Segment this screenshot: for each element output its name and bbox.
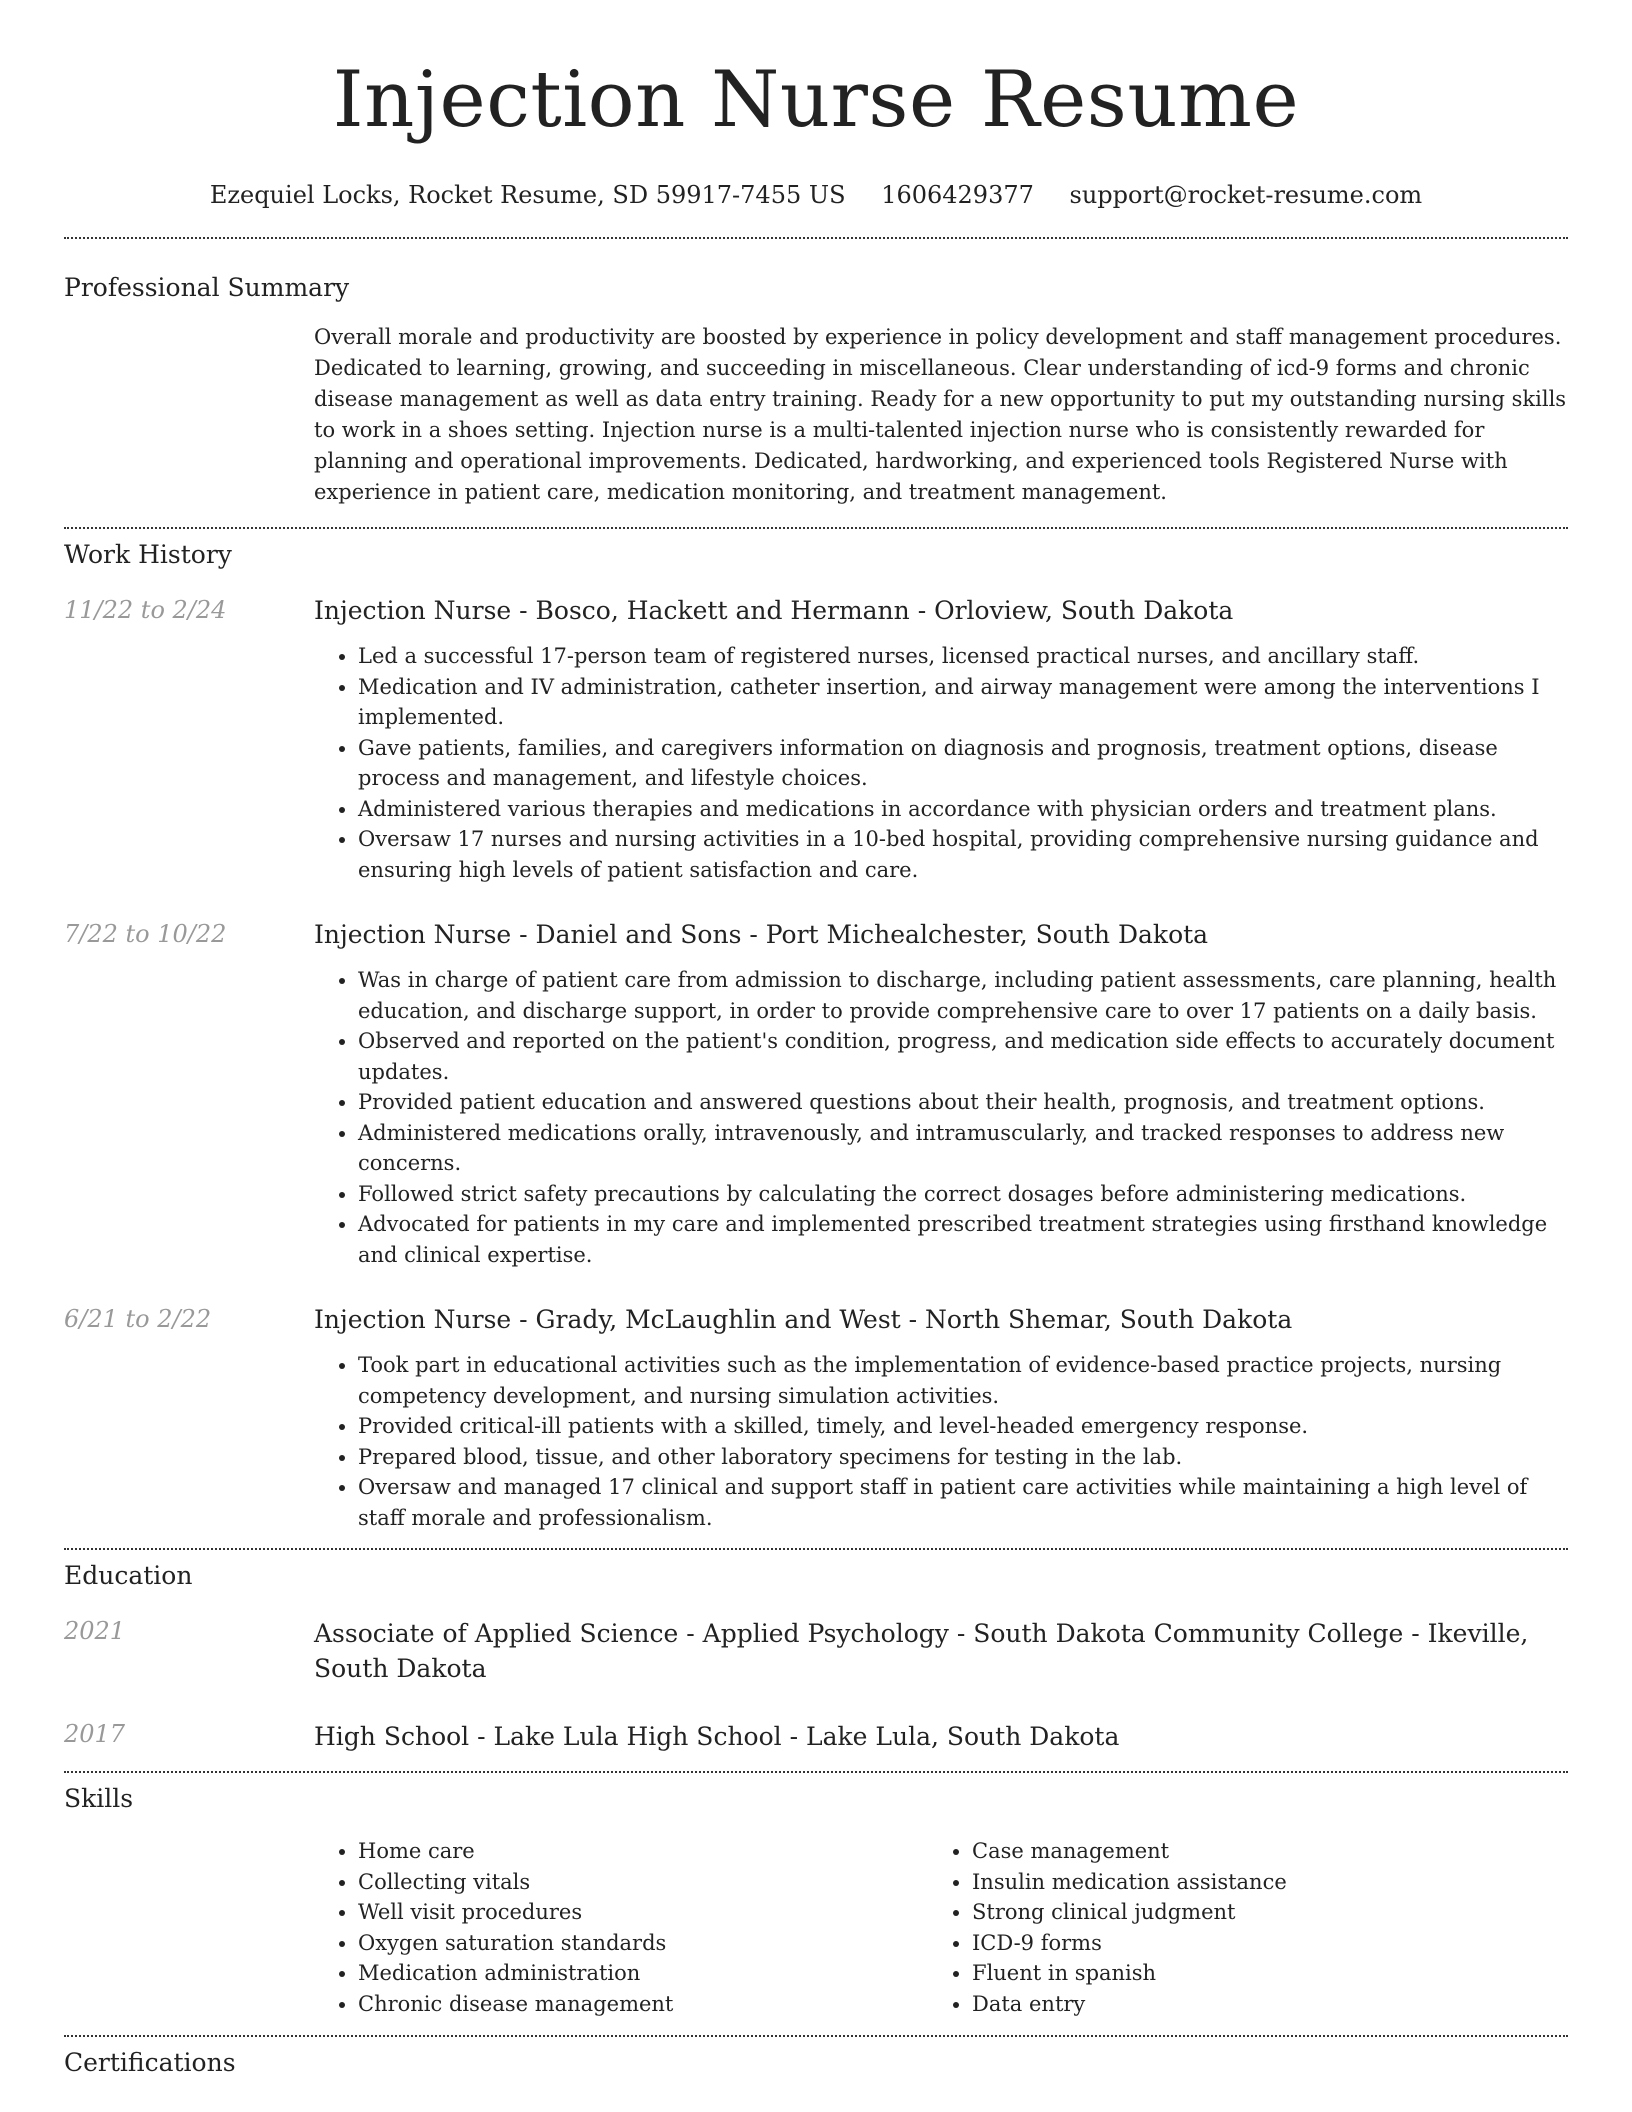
list-item: • Case management [972,1836,1472,1867]
contact-line [64,180,1568,210]
list-item: • Observed and reported on the patient's condition, progress, and medication side effects to accurately document updates. [358,1026,1568,1087]
summary-section [64,239,1568,508]
list-item: • Administered various therapies and medications in accordance with physician orders and treatment plans. [358,794,1568,825]
skills-list-right [928,1836,1472,2019]
list-item: • Took part in educational activities such as the implementation of evidence-based practice projects, nursing competency development, and nursing simulation activities. [358,1350,1568,1411]
summary-text: Overall morale and productivity are boosted by experience in policy development and staff management procedures. Dedicated to learning, growing, and succeeding in miscellaneous. Clear understanding of icd-9 forms and chronic disease management as well as data entry training. Ready for a new opportunity to put my outstanding nursing skills to work in a shoes setting. Injection nurse is a multi-talented injection nurse who is consistently rewarded for planning and operational improvements. Dedicated, hardworking, and experienced tools Registered Nurse with experience in patient care, medication monitoring, and treatment management. [314,325,1567,504]
education-year: 2021 [64,1617,126,1645]
job-entry [64,1304,1568,1533]
skills-section [64,1773,1568,2019]
job-entry [64,919,1568,1270]
education-entry [64,1719,1568,1754]
job-dates: 7/22 to 10/22 [64,920,227,948]
list-item: • Provided patient education and answered questions about their health, prognosis, and treatment options. [358,1087,1568,1118]
education-year: 2017 [64,1720,126,1748]
education-entry [64,1616,1568,1686]
certifications-section [64,2037,1568,2079]
job-bullets [314,641,1568,885]
work-section [64,529,1568,1533]
education-heading: Education [64,1561,193,1590]
list-item: • Well visit procedures [358,1897,928,1928]
job-entry [64,595,1568,885]
job-bullets [314,1350,1568,1533]
list-item: • Fluent in spanish [972,1958,1472,1989]
contact-address: Ezequiel Locks, Rocket Resume, SD 59917-7455 US [209,181,846,209]
list-item: • Led a successful 17-person team of registered nurses, licensed practical nurses, and ancillary staff. [358,641,1568,672]
education-text: High School - Lake Lula High School - Lake Lula, South Dakota [314,1722,1120,1751]
list-item: • Data entry [972,1989,1472,2020]
job-dates: 6/21 to 2/22 [64,1305,212,1333]
list-item: • ICD-9 forms [972,1928,1472,1959]
list-item: • Oversaw 17 nurses and nursing activities in a 10-bed hospital, providing comprehensive nursing guidance and ensuring high levels of patient satisfaction and care. [358,824,1568,885]
job-title: Injection Nurse - Daniel and Sons - Port Michealchester, South Dakota [314,920,1209,949]
job-bullets [314,965,1568,1270]
list-item: • Medication and IV administration, catheter insertion, and airway management were among the interventions I implemented. [358,672,1568,733]
list-item: • Collecting vitals [358,1867,928,1898]
summary-heading: Professional Summary [64,273,350,302]
list-item: • Insulin medication assistance [972,1867,1472,1898]
list-item: • Oxygen saturation standards [358,1928,928,1959]
list-item: • Chronic disease management [358,1989,928,2020]
resume-page [64,0,1568,2079]
job-title: Injection Nurse - Grady, McLaughlin and West - North Shemar, South Dakota [314,1305,1293,1334]
skills-grid [314,1836,1568,2019]
list-item: • Medication administration [358,1958,928,1989]
skills-list-left [314,1836,928,2019]
list-item: • Home care [358,1836,928,1867]
list-item: • Administered medications orally, intravenously, and intramuscularly, and tracked responses to address new concerns. [358,1118,1568,1179]
list-item: • Prepared blood, tissue, and other laboratory specimens for testing in the lab. [358,1442,1568,1473]
job-dates: 11/22 to 2/24 [64,596,227,624]
contact-email: support@rocket-resume.com [1069,181,1423,209]
contact-phone: 1606429377 [881,181,1034,209]
job-title: Injection Nurse - Bosco, Hackett and Hermann - Orloview, South Dakota [314,596,1234,625]
list-item: • Strong clinical judgment [972,1897,1472,1928]
list-item: • Advocated for patients in my care and implemented prescribed treatment strategies using firsthand knowledge and clinical expertise. [358,1209,1568,1270]
list-item: • Followed strict safety precautions by calculating the correct dosages before administering medications. [358,1179,1568,1210]
list-item: • Provided critical-ill patients with a skilled, timely, and level-headed emergency response. [358,1411,1568,1442]
skills-heading: Skills [64,1784,134,1813]
education-section [64,1550,1568,1754]
list-item: • Gave patients, families, and caregivers information on diagnosis and prognosis, treatment options, disease process and management, and lifestyle choices. [358,733,1568,794]
resume-title: Injection Nurse Resume [332,55,1300,145]
certifications-heading: Certifications [64,2048,236,2077]
work-heading: Work History [64,540,232,569]
education-text: Associate of Applied Science - Applied Psychology - South Dakota Community College - Ikeville, South Dakota [314,1619,1529,1683]
list-item: • Was in charge of patient care from admission to discharge, including patient assessments, care planning, health education, and discharge support, in order to provide comprehensive care to over 17 patients on a daily basis. [358,965,1568,1026]
list-item: • Oversaw and managed 17 clinical and support staff in patient care activities while maintaining a high level of staff morale and professionalism. [358,1472,1568,1533]
